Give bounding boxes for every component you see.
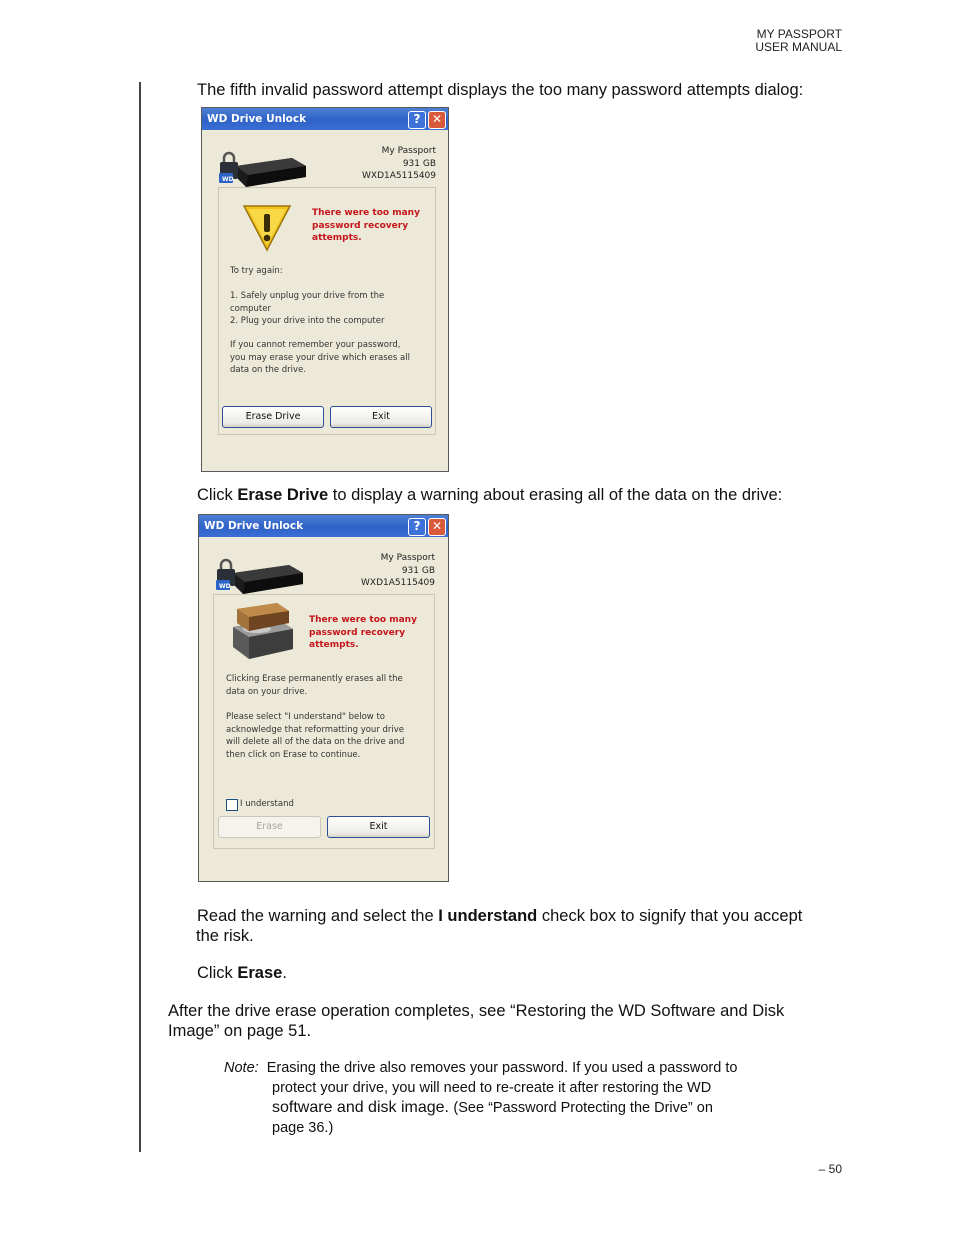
drive-lock-icon (218, 150, 310, 190)
dialog-title-bar (202, 108, 448, 130)
header-product: MY PASSPORT (756, 27, 842, 41)
acknowledge-instructions: Please select "I understand" below to acknowledge that reformatting your drive will delete all of the data on the drive and then click on Erase to continue. (226, 712, 405, 760)
help-button[interactable]: ? (408, 518, 426, 536)
dialog-title-bar (199, 515, 448, 537)
i-understand-checkbox[interactable] (226, 799, 238, 811)
device-serial: WXD1A5115409 (362, 171, 436, 181)
device-capacity: 931 GB (402, 158, 436, 169)
warning-message: There were too many password recovery attempts. (309, 615, 417, 650)
device-serial: WXD1A5115409 (361, 578, 435, 588)
device-info (362, 145, 436, 183)
device-capacity: 931 GB (401, 565, 435, 576)
drive-lock-icon (215, 557, 307, 597)
i-understand-label[interactable]: I understand (240, 799, 294, 809)
erase-warning-dialog (198, 514, 449, 882)
help-button[interactable]: ? (408, 111, 426, 129)
exit-button[interactable]: Exit (327, 816, 430, 838)
running-header (755, 28, 842, 54)
device-name: My Passport (381, 146, 436, 156)
hard-drive-icon (227, 601, 297, 663)
device-name: My Passport (380, 553, 435, 563)
close-button[interactable]: ✕ (428, 111, 446, 129)
note-label: Note: (224, 1060, 259, 1076)
header-manual: USER MANUAL (755, 40, 842, 54)
too-many-attempts-dialog (201, 107, 449, 472)
exit-button[interactable]: Exit (330, 406, 432, 428)
step-click-erase: Click Erase. (197, 964, 287, 982)
after-erase-paragraph: After the drive erase operation completes, see “Restoring the WD Software and Disk Image” on page 51. (168, 1002, 785, 1040)
forgot-password-text: If you cannot remember your password, you may erase your drive which erases all data on the drive. (230, 340, 410, 375)
device-info (361, 552, 435, 590)
page-number: – 50 (818, 1162, 842, 1176)
step-read-warning: Read the warning and select the I understand check box to signify that you accept the risk. (196, 907, 803, 945)
step-click-erase-drive: Click Erase Drive to display a warning about erasing all of the data on the drive: (197, 486, 783, 504)
intro-text: The fifth invalid password attempt displays the too many password attempts dialog: (197, 81, 804, 99)
dialog-title: WD Drive Unlock (207, 113, 307, 125)
dialog-title: WD Drive Unlock (204, 520, 304, 532)
svg-text:WD: WD (222, 176, 234, 183)
retry-heading: To try again: (230, 266, 283, 276)
close-button[interactable]: ✕ (428, 518, 446, 536)
change-bar (139, 82, 141, 1152)
erase-info-text: Clicking Erase permanently erases all the data on your drive. (226, 674, 403, 697)
svg-text:WD: WD (219, 583, 231, 590)
note-block: Note: Erasing the drive also removes your password. If you used a password to protect your drive, you will need to re-create it after restoring the WD software and disk image. (See “Password Protecting the Drive” on page 36.) (224, 1060, 738, 1136)
warning-message: There were too many password recovery attempts. (312, 208, 420, 243)
erase-button[interactable]: Erase (218, 816, 321, 838)
erase-drive-button[interactable]: Erase Drive (222, 406, 324, 428)
warning-triangle-icon (242, 203, 292, 253)
retry-steps: 1. Safely unplug your drive from the computer 2. Plug your drive into the computer (230, 291, 385, 326)
